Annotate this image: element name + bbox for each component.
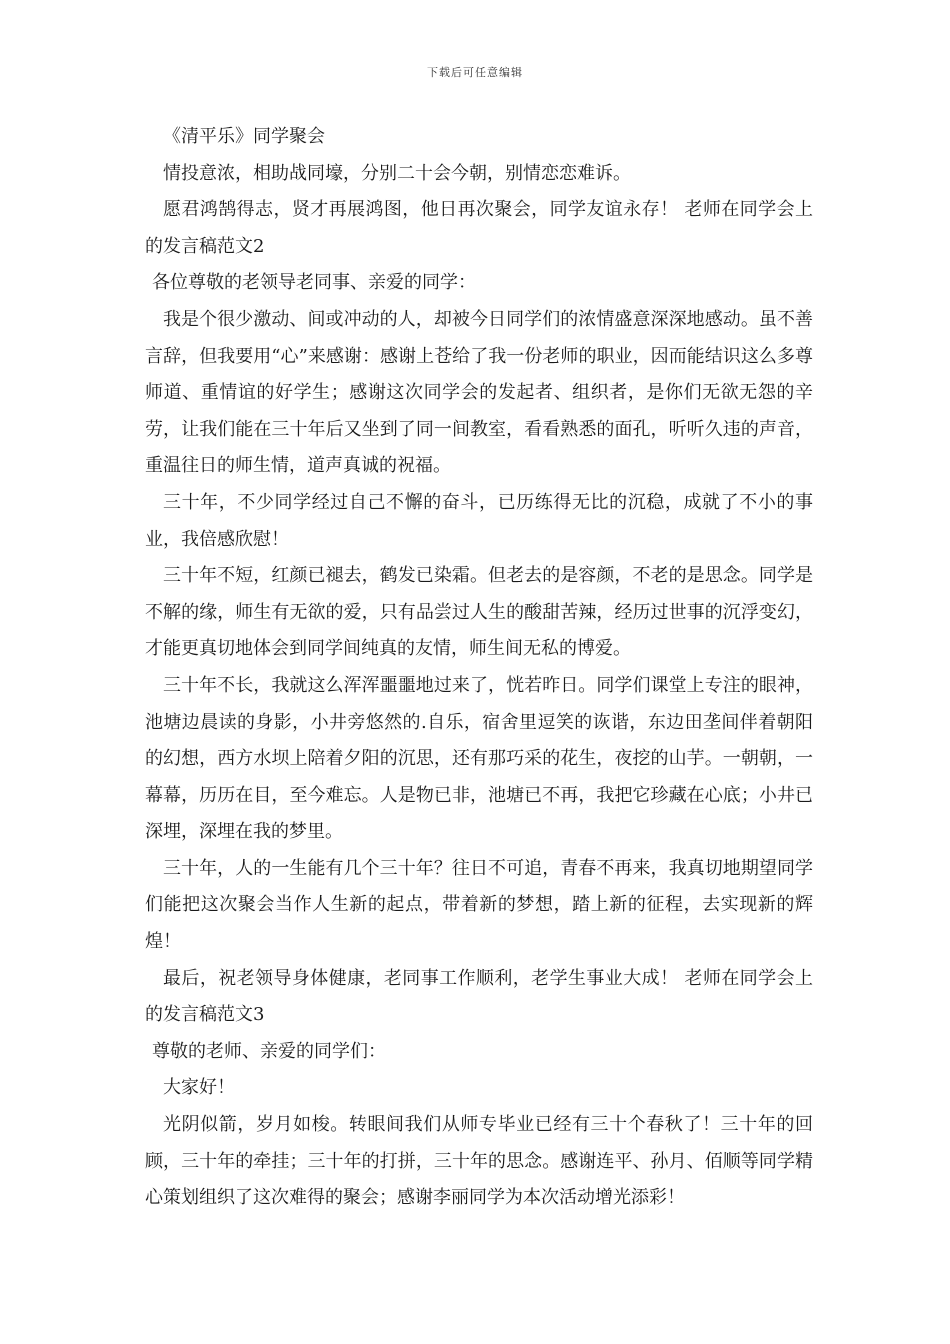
paragraph: 三十年不长，我就这么浑浑噩噩地过来了，恍若昨日。同学们课堂上专注的眼神，池塘边晨读的身影，小井旁悠然的.自乐，宿舍里逗笑的诙谐，东边田垄间伴着朝阳的幻想，西方水坝上陪着夕阳的沉思，还有那巧采的花生，夜挖的山芋。一朝朝，一幕幕，历历在目，至今难忘。人是物已非，池塘已不再，我把它珍藏在心底；小井已深埋，深埋在我的梦里。 bbox=[145, 674, 813, 843]
salutation: 各位尊敬的老领导老同事、亲爱的同学： bbox=[152, 272, 476, 294]
paragraph: 三十年，不少同学经过自己不懈的奋斗，已历练得无比的沉稳，成就了不小的事业，我倍感欣慰！ bbox=[145, 491, 813, 550]
page-header: 下载后可任意编辑 bbox=[427, 66, 523, 79]
paragraph: 光阴似箭，岁月如梭。转眼间我们从师专毕业已经有三十个春秋了！三十年的回顾，三十年的牵挂；三十年的打拼，三十年的思念。感谢连平、孙月、佰顺等同学精心策划组织了这次难得的聚会；感谢李丽同学为本次活动增光添彩！ bbox=[145, 1114, 813, 1209]
salutation: 尊敬的老师、亲爱的同学们： bbox=[152, 1040, 386, 1062]
paragraph: 三十年不短，红颜已褪去，鹤发已染霜。但老去的是容颜，不老的是思念。同学是不解的缘，师生有无欲的爱，只有品尝过人生的酸甜苦辣，经历过世事的沉浮变幻，才能更真切地体会到同学间纯真的友情，师生间无私的博爱。 bbox=[145, 565, 813, 660]
document-body bbox=[145, 119, 813, 1217]
poem-line-2: 愿君鸿鹄得志，贤才再展鸿图，他日再次聚会，同学友谊永存！ 老师在同学会上的发言稿范文2 bbox=[145, 199, 813, 257]
poem-title: 《清平乐》同学聚会 bbox=[163, 126, 325, 147]
paragraph: 三十年，人的一生能有几个三十年？往日不可追，青春不再来，我真切地期望同学们能把这次聚会当作人生新的起点，带着新的梦想，踏上新的征程，去实现新的辉煌！ bbox=[145, 857, 813, 953]
poem-line-1: 情投意浓，相助战同壕，分别二十会今朝，别情恋恋难诉。 bbox=[163, 162, 631, 184]
greeting: 大家好！ bbox=[163, 1077, 235, 1099]
paragraph: 我是个很少激动、间或冲动的人，却被今日同学们的浓情盛意深深地感动。虽不善言辞，但我要用“心”来感谢：感谢上苍给了我一份老师的职业，因而能结识这么多尊师道、重情谊的好学生；感谢这次同学会的发起者、组织者，是你们无欲无怨的辛劳，让我们能在三十年后又坐到了同一间教室，看看熟悉的面孔，听听久违的声音，重温往日的师生情，道声真诚的祝福。 bbox=[145, 308, 813, 477]
paragraph: 最后，祝老领导身体健康，老同事工作顺利，老学生事业大成！ 老师在同学会上的发言稿范文3 bbox=[145, 967, 813, 1026]
